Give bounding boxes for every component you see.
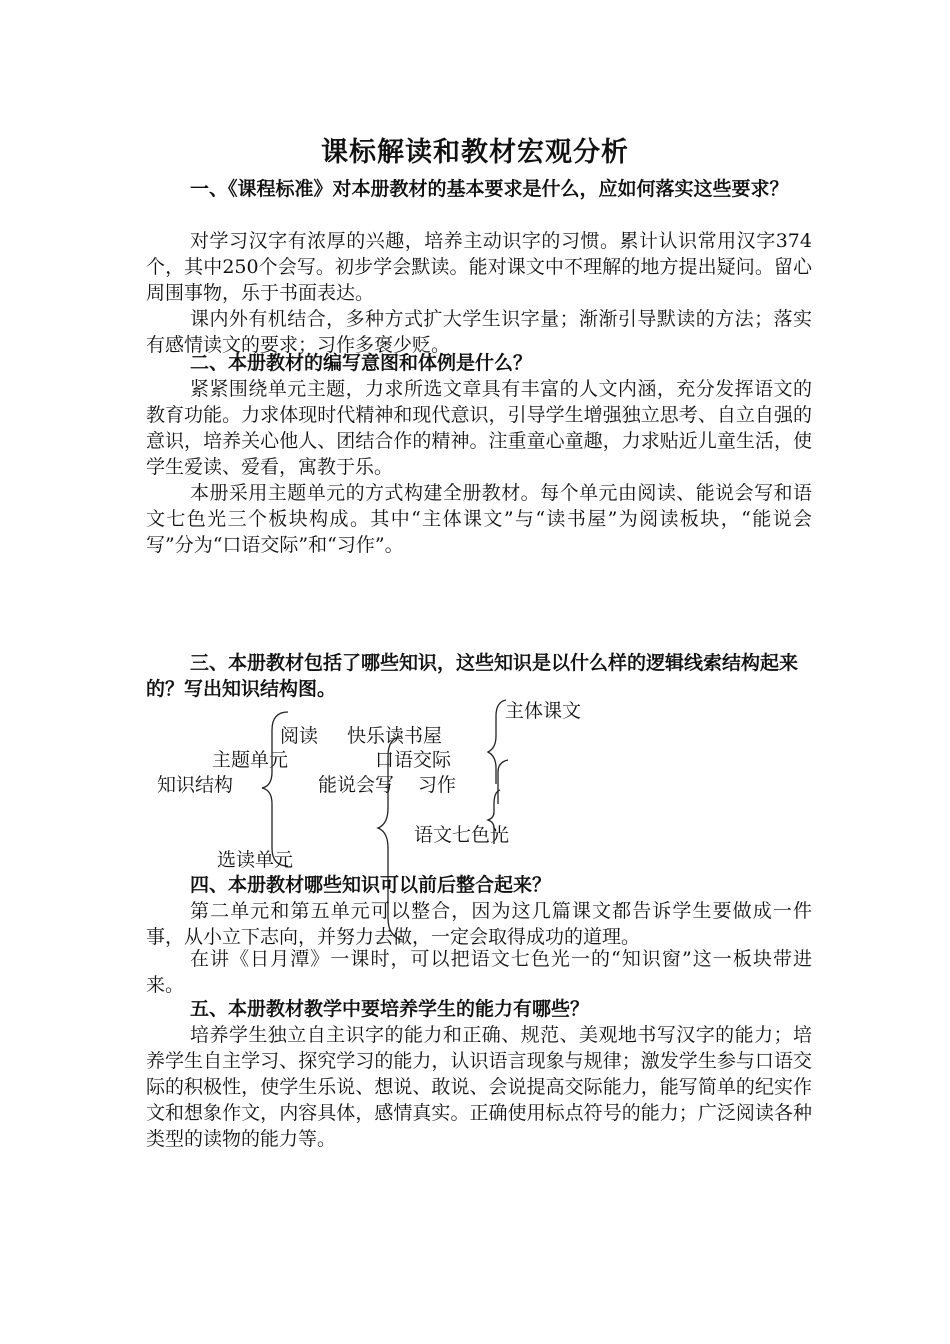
section-4-paragraph-1: 第二单元和第五单元可以整合，因为这几篇课文都告诉学生要做成一件事，从小立下志向，并努力去做，一定会取得成功的道理。 — [146, 900, 812, 948]
page-title: 课标解读和教材宏观分析 — [321, 137, 629, 168]
section-1-paragraph-1: 对学习汉字有浓厚的兴趣，培养主动识字的习惯。累计认识常用汉字374个，其中250个会写。初步学会默读。能对课文中不理解的地方提出疑问。留心周围事物，乐于书面表达。 — [146, 230, 812, 304]
section-5-heading: 五、本册教材教学中要培养学生的能力有哪些？ — [190, 998, 590, 1020]
section-5-paragraph-1: 培养学生独立自主识字的能力和正确、规范、美观地书写汉字的能力；培养学生自主学习、探究学习的能力，认识语言现象与规律；激发学生参与口语交际的积极性，使学生乐说、想说、敢说、会说提高交际能力，能写简单的纪实作文和想象作文，内容具体，感情真实。正确使用标点符号的能力；广泛阅读各种类型的读物的能力等。 — [146, 1024, 812, 1150]
brace-right-top — [488, 700, 506, 784]
diagram-speak-write-label: 能说会写 — [318, 774, 395, 796]
diagram-reading-room-label: 快乐读书屋 — [347, 725, 443, 747]
diagram-writing-label: 习作 — [418, 774, 457, 796]
section-4-heading: 四、本册教材哪些知识可以前后整合起来？ — [190, 874, 552, 896]
diagram-reading-label: 阅读 — [280, 725, 319, 747]
section-1-paragraph-2: 课内外有机结合，多种方式扩大学生识字量；渐渐引导默读的方法；落实有感情读文的要求；习作多褒少贬。 — [146, 308, 812, 356]
section-2-paragraph-1: 紧紧围绕单元主题，力求所选文章具有丰富的人文内涵，充分发挥语文的教育功能。力求体现时代精神和现代意识，引导学生增强独立思考、自立自强的意识，培养关心他人、团结合作的精神。注重童心童趣，力求贴近儿童生活，使学生爱读、爱看，寓教于乐。 — [146, 378, 812, 478]
diagram-root-label: 知识结构 — [157, 774, 234, 796]
section-2-heading: 二、本册教材的编写意图和体例是什么？ — [190, 352, 533, 374]
diagram-main-text-label: 主体课文 — [505, 700, 582, 722]
brace-right-small — [498, 760, 508, 804]
diagram-optional-unit-label: 选读单元 — [217, 849, 294, 871]
diagram-seven-colors-label: 语文七色光 — [414, 824, 510, 846]
section-3-heading: 三、本册教材包括了哪些知识，这些知识是以什么样的逻辑线索结构起来的？写出知识结构图。 — [146, 652, 799, 700]
section-1-heading: 一、《课程标准》对本册教材的基本要求是什么，应如何落实这些要求？ — [190, 178, 789, 200]
section-4-paragraph-2: 在讲《日月潭》一课时，可以把语文七色光一的“知识窗”这一板块带进来。 — [146, 948, 812, 996]
diagram-oral-label: 口语交际 — [375, 749, 452, 771]
diagram-unit-label: 主题单元 — [212, 749, 289, 771]
section-2-paragraph-2: 本册采用主题单元的方式构建全册教材。每个单元由阅读、能说会写和语文七色光三个板块构成。其中“主体课文”与“读书屋”为阅读板块，“能说会写”分为“口语交际”和“习作”。 — [146, 482, 812, 556]
